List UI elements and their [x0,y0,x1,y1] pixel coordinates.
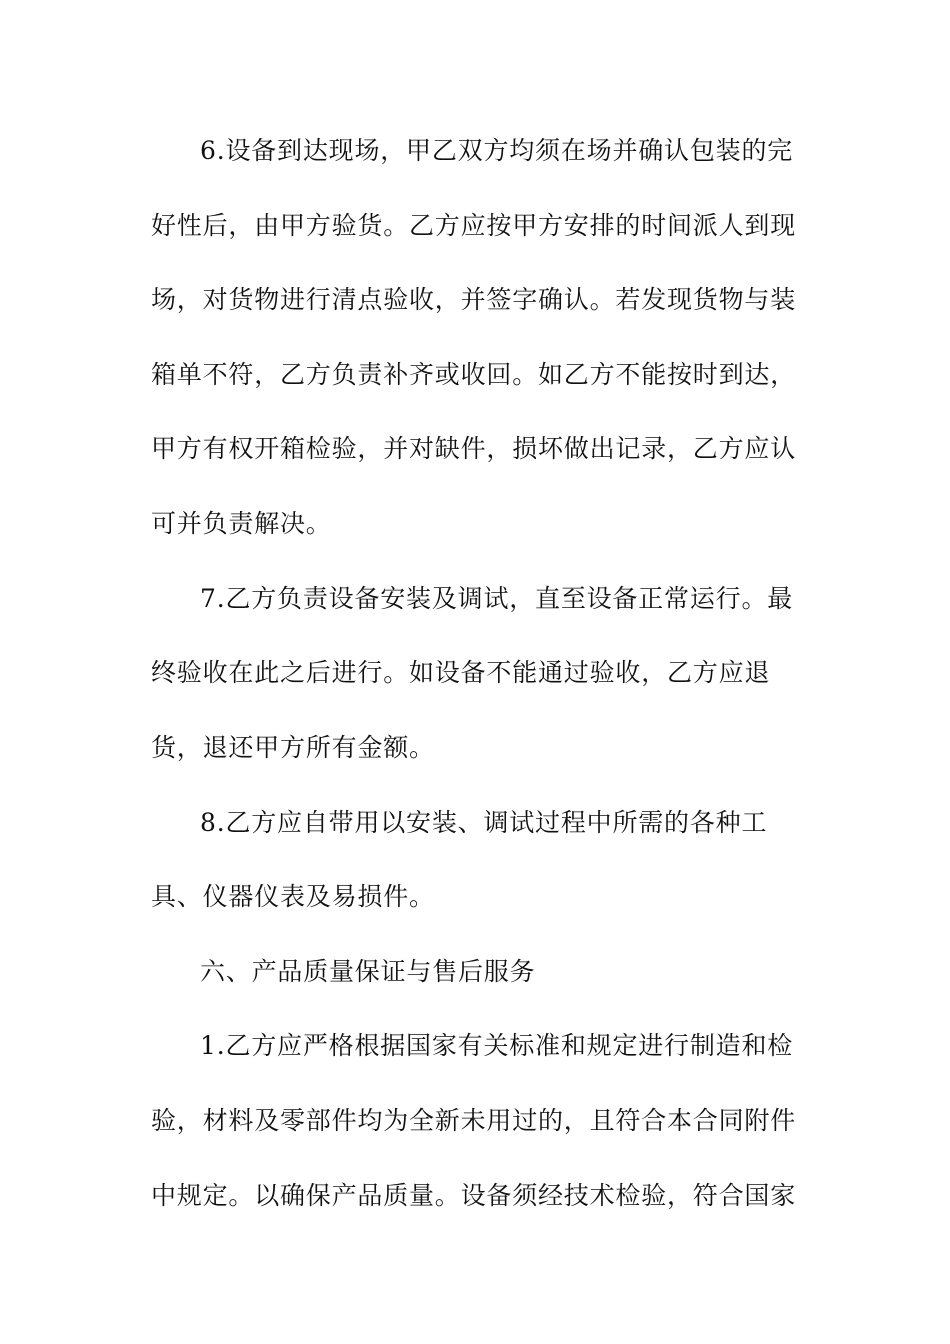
clause-6-line-2: 好性后，由甲方验货。乙方应按甲方安排的时间派人到现 [151,211,797,240]
clause-6-line-5: 甲方有权开箱检验，并对缺件，损坏做出记录，乙方应认 [151,434,797,463]
clause-1-line-1: 1.乙方应严格根据国家有关标准和规定进行制造和检 [200,1031,794,1060]
section-six-heading: 六、产品质量保证与售后服务 [200,957,536,986]
clause-6-line-1: 6.设备到达现场，甲乙双方均须在场并确认包装的完 [200,136,794,165]
clause-1-line-3: 中规定。以确保产品质量。设备须经技术检验，符合国家 [151,1181,797,1210]
clause-8-line-2: 具、仪器仪表及易损件。 [151,882,435,911]
clause-7-line-1: 7.乙方负责设备安装及调试，直至设备正常运行。最 [200,584,794,613]
clause-1-line-2: 验，材料及零部件均为全新未用过的，且符合本合同附件 [151,1106,797,1135]
clause-7-line-2: 终验收在此之后进行。如设备不能通过验收，乙方应退 [151,658,771,687]
clause-6-line-6: 可并负责解决。 [151,509,332,538]
clause-7-line-3: 货，退还甲方所有金额。 [151,733,435,762]
clause-6-line-4: 箱单不符，乙方负责补齐或收回。如乙方不能按时到达， [151,360,797,389]
clause-6-line-3: 场，对货物进行清点验收，并签字确认。若发现货物与装 [151,285,797,314]
clause-8-line-1: 8.乙方应自带用以安装、调试过程中所需的各种工 [200,808,768,837]
